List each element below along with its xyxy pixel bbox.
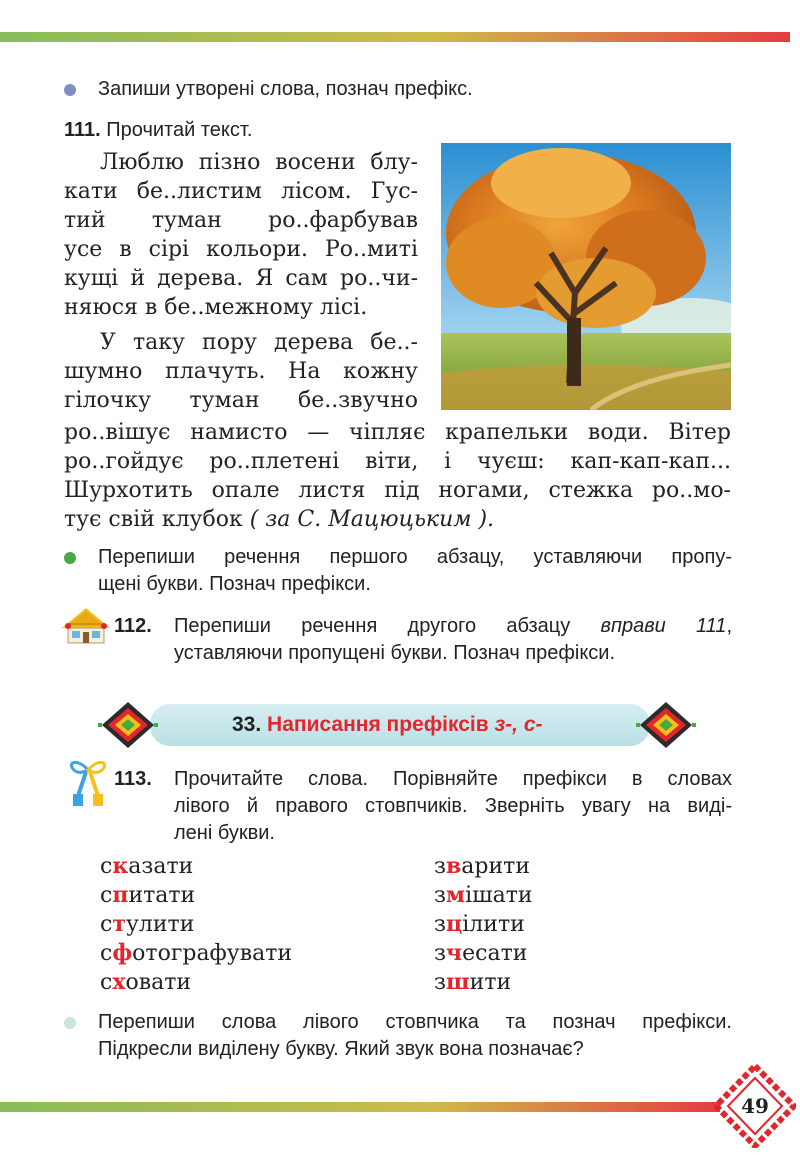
bullet-pale (64, 1017, 76, 1029)
attribution: ( за С. Мацюцьким ). (249, 507, 495, 532)
ex111-task-line: Перепиши речення першого абзацу, уставляючи пропу- (98, 546, 732, 568)
word-item (100, 939, 292, 968)
word-part: с (100, 854, 113, 879)
bottom-border-ornament (0, 1102, 720, 1112)
word-part: ілити (462, 912, 525, 937)
paragraph-line: гілочку туман бе..звучно (64, 388, 418, 413)
paragraph-line: ро..вішує намисто — чіпляє крапельки води. Вітер (64, 420, 731, 445)
ex112-text-line2: уставляючи пропущені букви. Познач префікси. (174, 642, 616, 664)
word-part: з (434, 883, 446, 908)
paragraph-line: ро..гойдує ро..плетені віти, і чуєш: кап-кап-кап... (64, 449, 731, 474)
word-part: с (100, 883, 113, 908)
paragraph-line: тий туман ро..фарбував (64, 208, 418, 233)
word-part: ити (469, 970, 512, 995)
ex112-ref: вправи 111 (600, 615, 727, 637)
highlighted-letter: ц (446, 911, 463, 937)
word-part: с (100, 941, 113, 966)
tree-photo (441, 143, 731, 410)
final-task-line: Підкресли виділену букву. Який звук вона позначає? (98, 1038, 584, 1060)
word-part: ішати (465, 883, 533, 908)
ex113-line: лівого й правого стовпчиків. Зверніть увагу на виді- (174, 795, 732, 817)
word-part: итати (128, 883, 196, 908)
paragraph-line: кати бе..листим лісом. Гус- (64, 179, 418, 204)
word-item (100, 910, 292, 939)
word-item (434, 939, 533, 968)
ex111-header (64, 117, 252, 144)
highlighted-letter: ф (112, 940, 133, 966)
paragraph-line: Шурхотить опале листя під ногами, стежка ро..мо- (64, 478, 731, 503)
paragraph-line: няюся в бе..межному лісі. (64, 295, 368, 320)
highlighted-letter: м (446, 882, 466, 908)
word-column-right (434, 852, 533, 997)
ribbon-icon (64, 756, 112, 808)
highlighted-letter: ш (446, 969, 470, 995)
ex111-number: 111. (64, 119, 101, 141)
word-part: есати (462, 941, 528, 966)
word-part: отографувати (132, 941, 293, 966)
word-part: улити (125, 912, 195, 937)
final-task-line: Перепиши слова лівого стовпчика та познач префікси. (98, 1011, 732, 1033)
word-item (434, 881, 533, 910)
page-number: 49 (741, 1094, 769, 1118)
ex112-number: 112. (114, 615, 152, 637)
house-icon (58, 606, 114, 646)
section-title: Написання префіксів (267, 713, 495, 736)
ex112-text-line1 (174, 613, 732, 640)
word-part: азати (128, 854, 194, 879)
ex111-title: Прочитай текст. (106, 119, 253, 141)
word-column-left (100, 852, 292, 997)
word-part: з (434, 941, 446, 966)
word-part: з (434, 912, 446, 937)
embroidery-ornament-icon (98, 700, 158, 750)
bullet-green (64, 552, 76, 564)
top-instruction: Запиши утворені слова, познач префікс. (98, 78, 473, 100)
paragraph-last-line (64, 505, 494, 534)
word-part: з (434, 854, 446, 879)
paragraph-line: У таку пору дерева бе..- (100, 330, 418, 355)
word-part: з (434, 970, 446, 995)
paragraph-line: Люблю пізно восени блу- (100, 150, 418, 175)
ex113-number: 113. (114, 768, 152, 790)
word-item (100, 852, 292, 881)
highlighted-letter: в (446, 853, 462, 879)
paragraph-line: тує свій клубок (64, 507, 250, 532)
top-border-ornament (0, 32, 790, 42)
word-item (434, 852, 533, 881)
word-item (434, 968, 533, 997)
paragraph-line: шумно плачуть. На кожну (64, 359, 418, 384)
word-item (100, 968, 292, 997)
section-prefixes: з-, с- (494, 713, 543, 736)
ex112-text: Перепиши речення другого абзацу (174, 615, 601, 637)
paragraph-line: кущі й дерева. Я сам ро..чи- (64, 266, 418, 291)
paragraph-line: усе в сірі кольори. Ро..миті (64, 237, 418, 262)
section-heading (232, 711, 543, 739)
highlighted-letter: т (112, 911, 126, 937)
word-item (100, 881, 292, 910)
highlighted-letter: п (112, 882, 129, 908)
section-number: 33. (232, 713, 262, 736)
ex111-task-line: щені букви. Познач префікси. (98, 573, 371, 595)
ex113-number-wrap (114, 766, 152, 793)
highlighted-letter: ч (446, 940, 463, 966)
ex112-line1 (114, 613, 152, 640)
word-part: с (100, 970, 113, 995)
highlighted-letter: х (112, 969, 126, 995)
word-item (434, 910, 533, 939)
ex113-line: лені букви. (174, 822, 275, 844)
embroidery-ornament-icon (636, 700, 696, 750)
ex113-line: Прочитайте слова. Порівняйте префікси в словах (174, 768, 732, 790)
word-part: арити (461, 854, 530, 879)
word-part: с (100, 912, 113, 937)
bullet-blue (64, 84, 76, 96)
highlighted-letter: к (112, 853, 129, 879)
ex112-comma: , (726, 615, 732, 637)
word-part: овати (125, 970, 192, 995)
